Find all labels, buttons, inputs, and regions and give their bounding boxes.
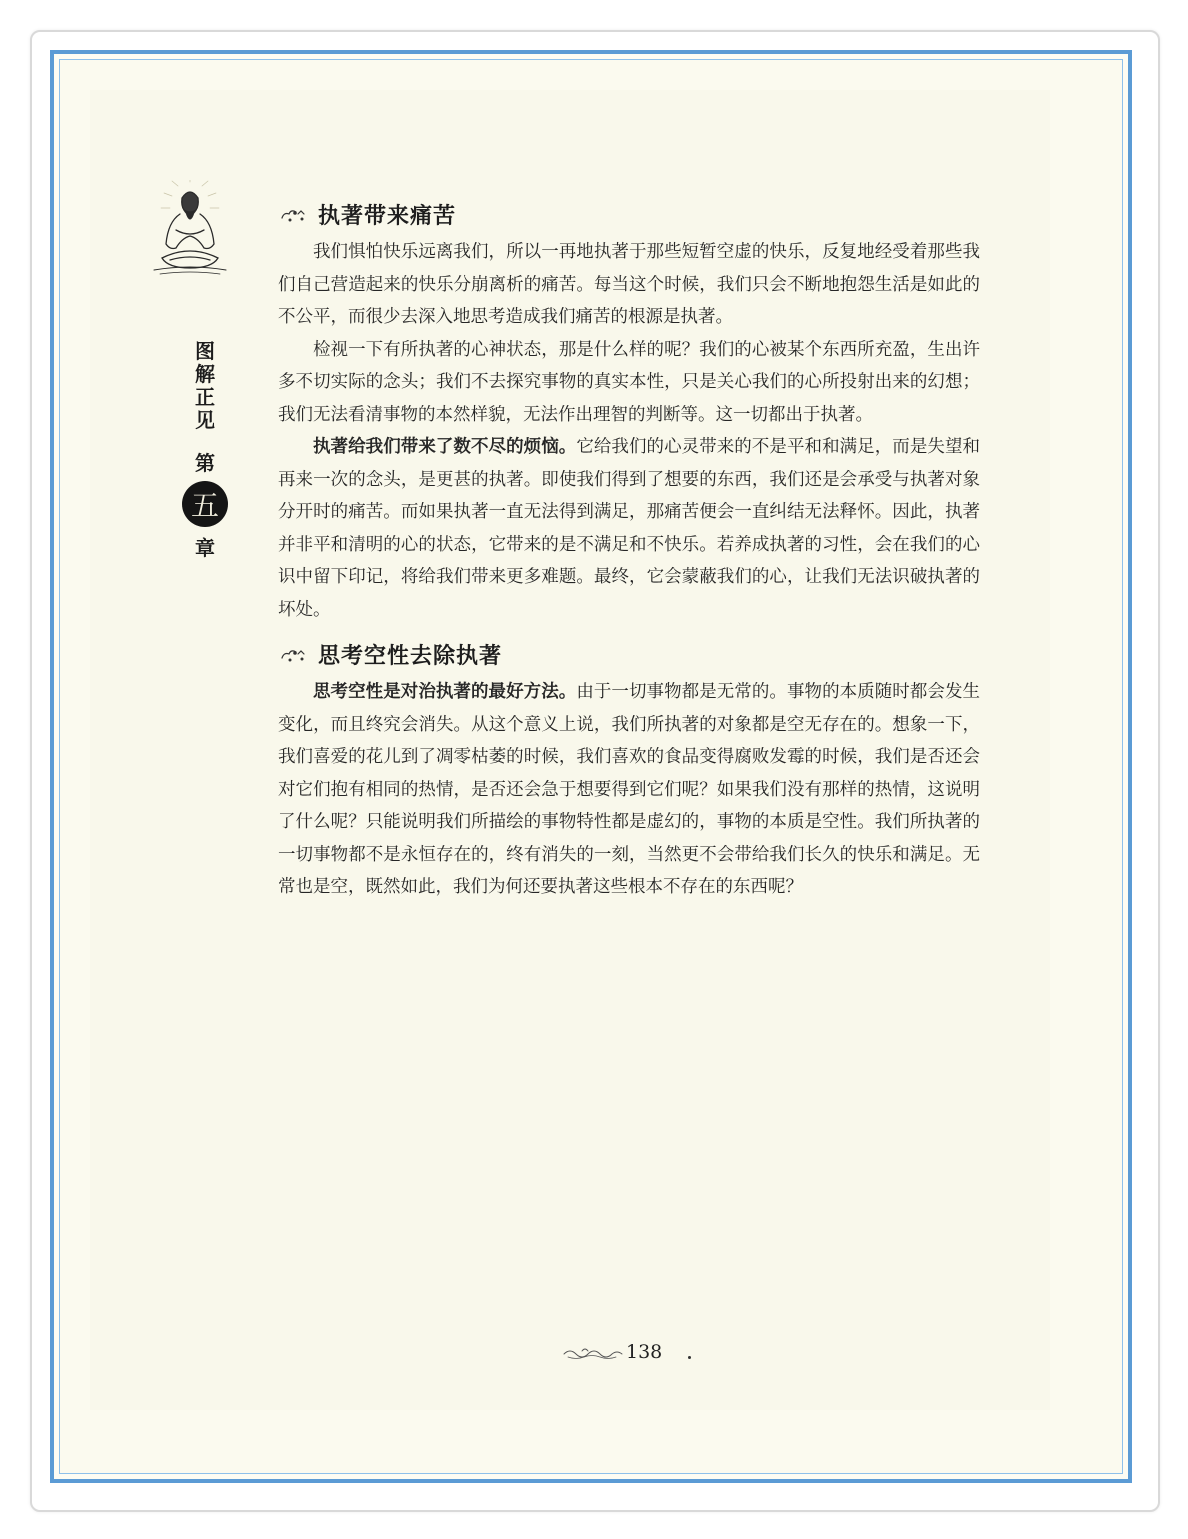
chapter-sidebar (188, 340, 222, 560)
page-footer (562, 1338, 662, 1366)
book-title-char: 解 (195, 362, 215, 386)
section-title: 思考空性去除执著 (318, 642, 503, 669)
chapter-suffix: 章 (195, 536, 215, 560)
paragraph: 执著给我们带来了数不尽的烦恼。它给我们的心灵带来的不是平和和满足，而是失望和再来一次的念头，是更甚的执著。即使我们得到了想要的东西，我们还是会承受与执著对象分开时的痛苦。而如果执著一直无法得到满足，那痛苦便会一直纠结无法释怀。因此，执著并非平和清明的心的状态，它带来的是不满足和不快乐。若养成执著的习性，会在我们的心识中留下印记，将给我们带来更多难题。最终，它会蒙蔽我们的心，让我们无法识破执著的坏处。 (278, 437, 981, 620)
cloud-ornament-icon (278, 644, 312, 664)
seated-sage-illustration (150, 180, 230, 276)
book-title-char: 正 (195, 385, 215, 409)
paragraph-lead: 思考空性是对治执著的最好方法。 (313, 682, 577, 702)
book-title-char: 见 (195, 408, 215, 432)
paragraph: 检视一下有所执著的心神状态，那是什么样的呢？我们的心被某个东西所充盈，生出许多不切实际的念头；我们不去探究事物的真实本性，只是关心我们的心所投射出来的幻想；我们无法看清事物的本然样貌，无法作出理智的判断等。这一切都出于执著。 (278, 339, 980, 425)
paragraph: 我们惧怕快乐远离我们，所以一再地执著于那些短暂空虚的快乐，反复地经受着那些我们自己营造起来的快乐分崩离析的痛苦。每当这个时候，我们只会不断地抱怨生活是如此的不公平，而很少去深入地思考造成我们痛苦的根源是执著。 (278, 242, 980, 327)
cloud-ornament-icon (278, 204, 312, 224)
section-heading (278, 636, 980, 672)
chapter-prefix: 第 (195, 451, 215, 475)
main-text (278, 196, 980, 904)
paragraph: 思考空性是对治执著的最好方法。由于一切事物都是无常的。事物的本质随时都会发生变化，而且终究会消失。从这个意义上说，我们所执著的对象都是空无存在的。想象一下，我们喜爱的花儿到了凋零枯萎的时候，我们喜欢的食品变得腐败发霉的时候，我们是否还会对它们抱有相同的热情，是否还会急于想要得到它们呢？如果我们没有那样的热情，这说明了什么呢？只能说明我们所描绘的事物特性都是虚幻的，事物的本质是空性。我们所执著的一切事物都不是永恒存在的，终有消失的一刻，当然更不会带给我们长久的快乐和满足。无常也是空，既然如此，我们为何还要执著这些根本不存在的东西呢？ (278, 682, 981, 897)
book-title-char: 图 (195, 339, 215, 363)
page-number: 138 (626, 1341, 663, 1363)
paragraph-lead: 执著给我们带来了数不尽的烦恼。 (313, 437, 577, 457)
cloud-scroll-ornament-icon (562, 1342, 624, 1362)
section-title: 执著带来痛苦 (318, 202, 457, 229)
section-heading (278, 196, 980, 232)
chapter-number-badge: 五 (182, 481, 228, 527)
footer-dot (688, 1356, 691, 1359)
